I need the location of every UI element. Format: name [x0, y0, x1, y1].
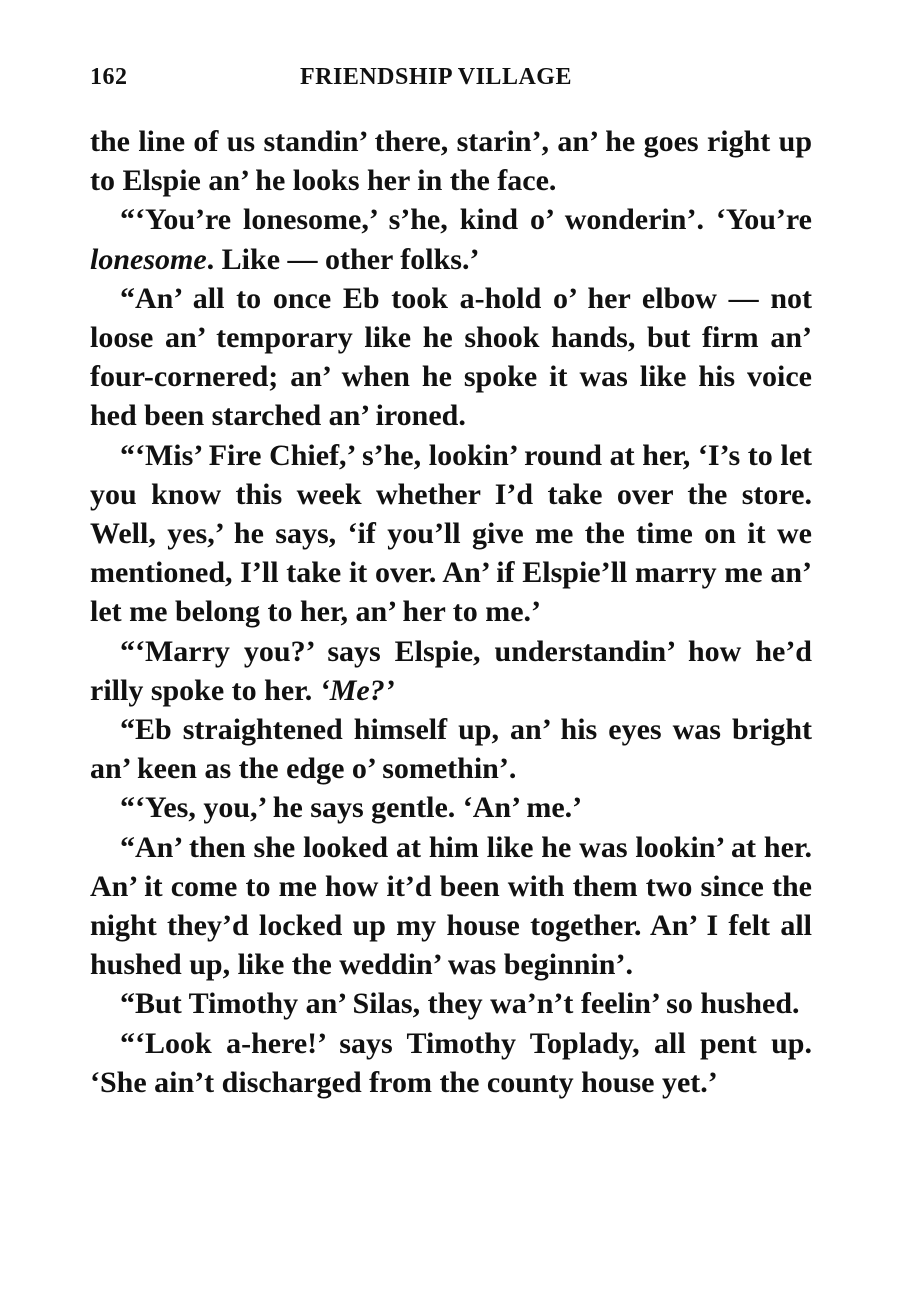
page-header — [90, 62, 812, 102]
paragraph — [90, 632, 812, 710]
paragraph: “‘Yes, you,’ he says gentle. ‘An’ me.’ — [120, 791, 583, 825]
body-text — [90, 122, 812, 1102]
running-head: FRIENDSHIP VILLAGE — [300, 64, 572, 90]
paragraph-text: . Like — other folks.’ — [206, 242, 480, 276]
paragraph: “But Timothy an’ Silas, they wa’n’t feelin’ so hushed. — [120, 987, 800, 1021]
book-page — [90, 62, 812, 1102]
emphasis-text: lonesome — [90, 242, 207, 276]
page-number: 162 — [90, 64, 128, 90]
paragraph: the line of us standin’ there, starin’, an’ he goes right up to Elspie an’ he looks her in the face. — [90, 125, 812, 198]
emphasis-text: ‘Me?’ — [319, 673, 395, 707]
paragraph: “An’ then she looked at him like he was lookin’ at her. An’ it come to me how it’d been with them two since the night they’d locked up my house together. An’ I felt all hushed up, like the weddin’ was beginnin’. — [90, 830, 812, 982]
paragraph: “An’ all to once Eb took a-hold o’ her elbow — not loose an’ temporary like he shook hands, but firm an’ four-cornered; an’ when he spoke it was like his voice hed been starched an’ ironed. — [90, 281, 812, 433]
paragraph: “Eb straightened himself up, an’ his eyes was bright an’ keen as the edge o’ somethin’. — [90, 713, 812, 786]
paragraph: “‘Look a-here!’ says Timothy Toplady, all pent up. ‘She ain’t discharged from the county house yet.’ — [90, 1026, 812, 1099]
paragraph: “‘Mis’ Fire Chief,’ s’he, lookin’ round at her, ‘I’s to let you know this week whether I’d take over the store. Well, yes,’ he says, ‘if you’ll give me the time on it we mentioned, I’ll take it over. An’ if Elspie’ll marry me an’ let me belong to her, an’ her to me.’ — [90, 438, 812, 629]
paragraph-text: “‘Marry you?’ says Elspie, understandin’ how he’d rilly spoke to her. — [90, 634, 812, 707]
paragraph-text: “‘You’re lonesome,’ s’he, kind o’ wonderin’. ‘You’re — [120, 203, 812, 237]
paragraph — [90, 200, 812, 278]
